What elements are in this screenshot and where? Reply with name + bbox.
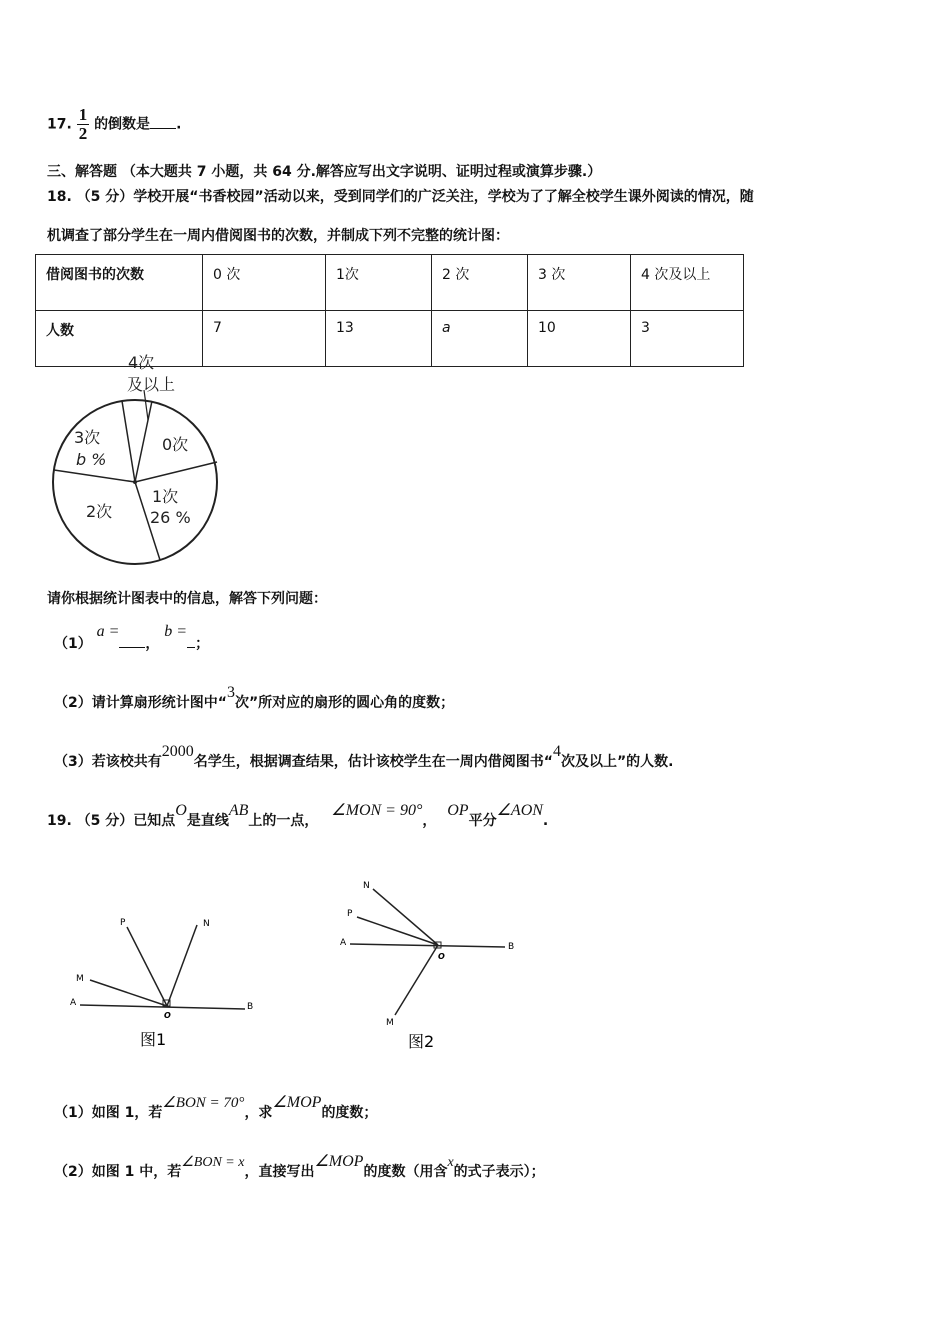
pie-divider [135, 462, 217, 482]
q18-part1 [54, 623, 210, 653]
table-value-3: 10 [528, 311, 631, 367]
table-row-label: 人数 [36, 311, 203, 367]
table-value-2: a [432, 311, 528, 367]
table-value-1: 13 [326, 311, 432, 367]
q19-point-O: O [175, 802, 187, 819]
fig1-label-N: N [203, 919, 210, 929]
question-19 [47, 802, 549, 830]
table-value-4: 3 [631, 311, 744, 367]
part1-a-blank [119, 633, 145, 648]
part3-mid: 名学生，根据调查结果，估计该校学生在一周内借阅图书“ [193, 754, 553, 770]
table-col-2: 2 次 [432, 255, 528, 311]
q19-s2-mid2: 的度数（用含 [363, 1164, 448, 1180]
pie-label-3: 3次 [74, 428, 101, 447]
pie-divider [122, 401, 135, 482]
pie-divider [54, 470, 135, 482]
fig1-label-B: B [247, 1002, 254, 1012]
pie-label-4: 4次 [128, 353, 155, 372]
pie-label-3-pct: b % [76, 450, 107, 469]
q17-text: 的倒数是 [94, 116, 151, 133]
q17-end: . [176, 116, 182, 133]
part1-b-expr: b = [164, 623, 188, 640]
q19-ray-OP: OP [447, 802, 469, 819]
question-17 [47, 106, 181, 143]
pie-label-2: 2次 [86, 502, 113, 521]
pie-label-4-sub: 及以上 [127, 375, 176, 394]
q19-angle-MON: ∠MON = 90° [331, 802, 423, 819]
fig1-label-M: M [76, 974, 84, 984]
fig1-label-A: A [70, 998, 77, 1008]
part1-end: ； [195, 636, 210, 652]
table-col-4: 4 次及以上 [631, 255, 744, 311]
pie-divider [135, 401, 152, 482]
table-value-0: 7 [203, 311, 326, 367]
pie-label-1: 1次 [152, 487, 179, 506]
q18-part3 [54, 743, 674, 771]
part2-post: 次”所对应的扇形的圆心角的度数； [234, 695, 455, 711]
pie-leader-line [144, 390, 148, 420]
q19-line-AB: AB [228, 802, 249, 819]
q18-line2: 机调查了部分学生在一周内借阅图书的次数，并制成下列不完整的统计图： [47, 228, 509, 244]
fig2-line-AB [350, 944, 505, 947]
part1-comma: ， [145, 636, 160, 652]
fig2-label-A: A [340, 938, 347, 948]
fig2-label-O: O [438, 952, 445, 961]
q19-s2-angle: ∠BON = x [181, 1155, 245, 1170]
q19-s1-pre: （1）如图 1，若 [54, 1105, 163, 1121]
fig2-label-N: N [363, 881, 370, 891]
fig1-caption: 图1 [140, 1030, 167, 1049]
table-col-3: 3 次 [528, 255, 631, 311]
pie-label-1-pct: 26 % [150, 508, 191, 527]
part1-b-blank [187, 633, 195, 648]
q19-end: . [542, 813, 549, 829]
q19-comma: ， [422, 813, 437, 829]
fig2-ray-OM [395, 945, 438, 1015]
q19-s1-post: 的度数； [321, 1105, 378, 1121]
table-header-label: 借阅图书的次数 [36, 255, 203, 311]
part2-sup: 3 [226, 684, 235, 701]
part1-a-expr: a = [96, 623, 120, 640]
fig1-label-P: P [120, 918, 126, 928]
table-col-1: 1次 [326, 255, 432, 311]
q19-s2-mid: ，直接写出 [244, 1164, 315, 1180]
part3-pre: （3）若该校共有 [54, 754, 162, 770]
q19-figure-2 [330, 875, 530, 1055]
q17-frac-den: 2 [78, 124, 88, 143]
part3-post: 次及以上”的人数. [560, 754, 674, 770]
q17-fraction [77, 106, 90, 143]
q19-mid2: 上的一点， [248, 813, 319, 829]
q19-mid3: 平分 [468, 813, 497, 829]
fig2-label-M: M [386, 1018, 394, 1028]
q17-answer-blank [150, 114, 176, 129]
q19-part2 [54, 1153, 545, 1181]
q18-pie-chart [40, 350, 240, 575]
pie-center [133, 480, 137, 484]
fig2-label-B: B [508, 942, 515, 952]
q18-prompt: 请你根据统计图表中的信息，解答下列问题： [47, 591, 327, 607]
section-3-title: 三、解答题 （本大题共 7 小题，共 64 分.解答应写出文字说明、证明过程或演算步骤.） [47, 164, 602, 180]
q19-s2-pre: （2）如图 1 中，若 [54, 1164, 182, 1180]
q17-frac-num: 1 [78, 105, 88, 124]
table-col-0: 0 次 [203, 255, 326, 311]
fig2-ray-OP [357, 917, 438, 945]
table-row [36, 255, 744, 311]
fig2-ray-ON [373, 889, 438, 945]
q19-s1-angle: ∠BON = 70° [162, 1095, 245, 1111]
fig2-caption: 图2 [408, 1032, 435, 1051]
q19-pre: 19. （5 分）已知点 [47, 813, 176, 829]
fig1-ray-ON [167, 925, 197, 1006]
q19-s1-mid: ，求 [244, 1105, 273, 1121]
q19-figure-1 [60, 905, 270, 1055]
q19-mid1: 是直线 [186, 813, 229, 829]
q18-line1: 18. （5 分）学校开展“书香校园”活动以来，受到同学们的广泛关注，学校为了了解全校学生课外阅读的情况，随 [47, 189, 754, 205]
q19-s1-angle2: ∠MOP [272, 1094, 322, 1111]
q18-part2 [54, 684, 455, 712]
fig2-label-P: P [347, 909, 353, 919]
part3-num: 2000 [161, 743, 194, 760]
part1-number: （1） [54, 636, 92, 652]
pie-label-0: 0次 [162, 435, 189, 454]
part3-sup: 4 [552, 743, 561, 760]
q19-s2-x: x [447, 1155, 454, 1170]
part2-pre: （2）请计算扇形统计图中“ [54, 695, 227, 711]
q17-number: 17. [47, 116, 72, 133]
fig1-label-O: O [164, 1011, 171, 1020]
q19-s2-post: 的式子表示）； [453, 1164, 545, 1180]
q19-s2-angle2: ∠MOP [314, 1153, 364, 1170]
q19-angle-AON: ∠AON [496, 802, 543, 819]
q19-part1 [54, 1094, 378, 1122]
